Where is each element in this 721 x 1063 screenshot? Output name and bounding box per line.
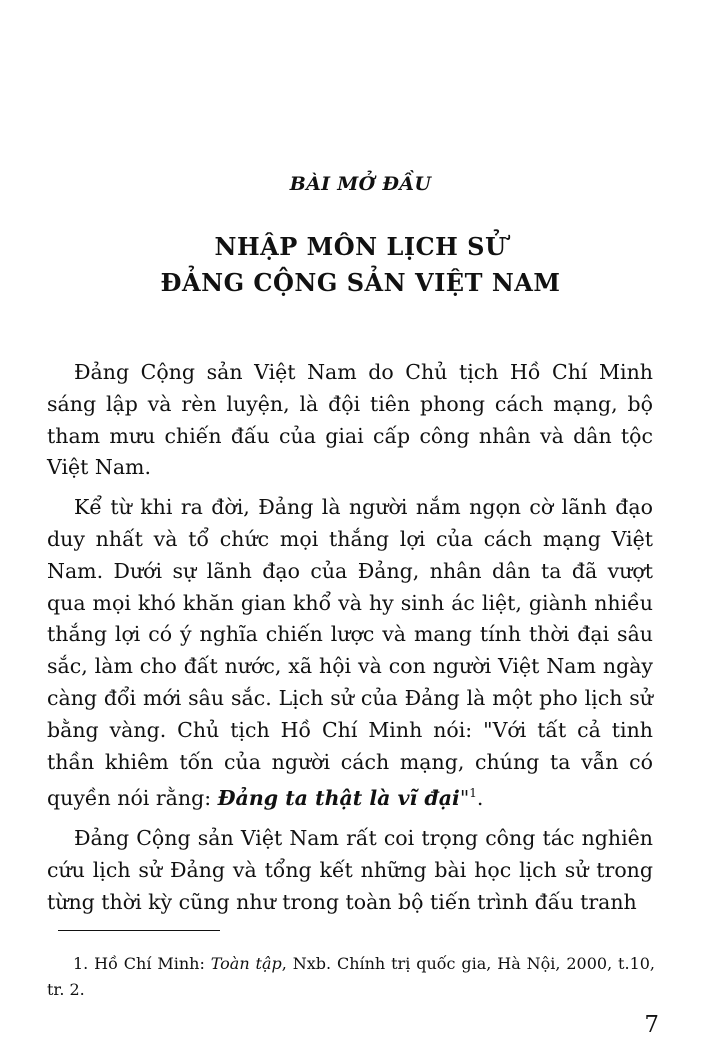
footnote-rest: , Nxb. Chính trị quốc gia, Hà Nội, 2000, t.10, tr. 2. [47, 954, 656, 999]
paragraph-2 [47, 492, 653, 815]
footnote-prefix: 1. Hồ Chí Minh: [73, 954, 211, 973]
section-label: BÀI MỞ ĐẦU [289, 173, 432, 195]
paragraph-2-text: Kể từ khi ra đời, Đảng là người nắm ngọn cờ lãnh đạo duy nhất và tổ chức mọi thắng lợi của cách mạng Việt Nam. Dưới sự lãnh đạo của Đảng, nhân dân ta đã vượt qua mọi khó khăn gian khổ và hy sinh ác liệt, giành nhiều thắng lợi có ý nghĩa chiến lược và mang tính thời đại sâu sắc, làm cho đất nước, xã hội và con người Việt Nam ngày càng đổi mới sâu sắc. Lịch sử của Đảng là một pho lịch sử bằng vàng. Chủ tịch Hồ Chí Minh nói: "Với tất cả tinh thần khiêm tốn của người cách mạng, chúng ta vẫn có quyền nói rằng: [47, 495, 653, 811]
footnote-divider [58, 930, 220, 931]
footnote [47, 951, 655, 1003]
paragraph-2-quote: Đảng ta thật là vĩ đại [217, 786, 460, 811]
paragraph-3: Đảng Cộng sản Việt Nam rất coi trọng công tác nghiên cứu lịch sử Đảng và tổng kết những bài học lịch sử trong từng thời kỳ cũng như trong toàn bộ tiến trình đấu tranh [47, 825, 653, 914]
paragraph-1: Đảng Cộng sản Việt Nam do Chủ tịch Hồ Chí Minh sáng lập và rèn luyện, là đội tiên phong cách mạng, bộ tham mưu chiến đấu của giai cấp công nhân và dân tộc Việt Nam. [47, 360, 653, 480]
paragraph-2-end: . [476, 786, 484, 811]
footnote-source-title: Toàn tập [210, 954, 282, 973]
footnote-reference: 1 [469, 786, 477, 801]
body-text [47, 357, 653, 918]
chapter-title-line-2: ĐẢNG CỘNG SẢN VIỆT NAM [160, 268, 561, 297]
chapter-title-line-1: NHẬP MÔN LỊCH SỬ [214, 232, 507, 261]
page-number: 7 [644, 1012, 659, 1038]
paragraph-2-close-quote: " [459, 786, 470, 811]
